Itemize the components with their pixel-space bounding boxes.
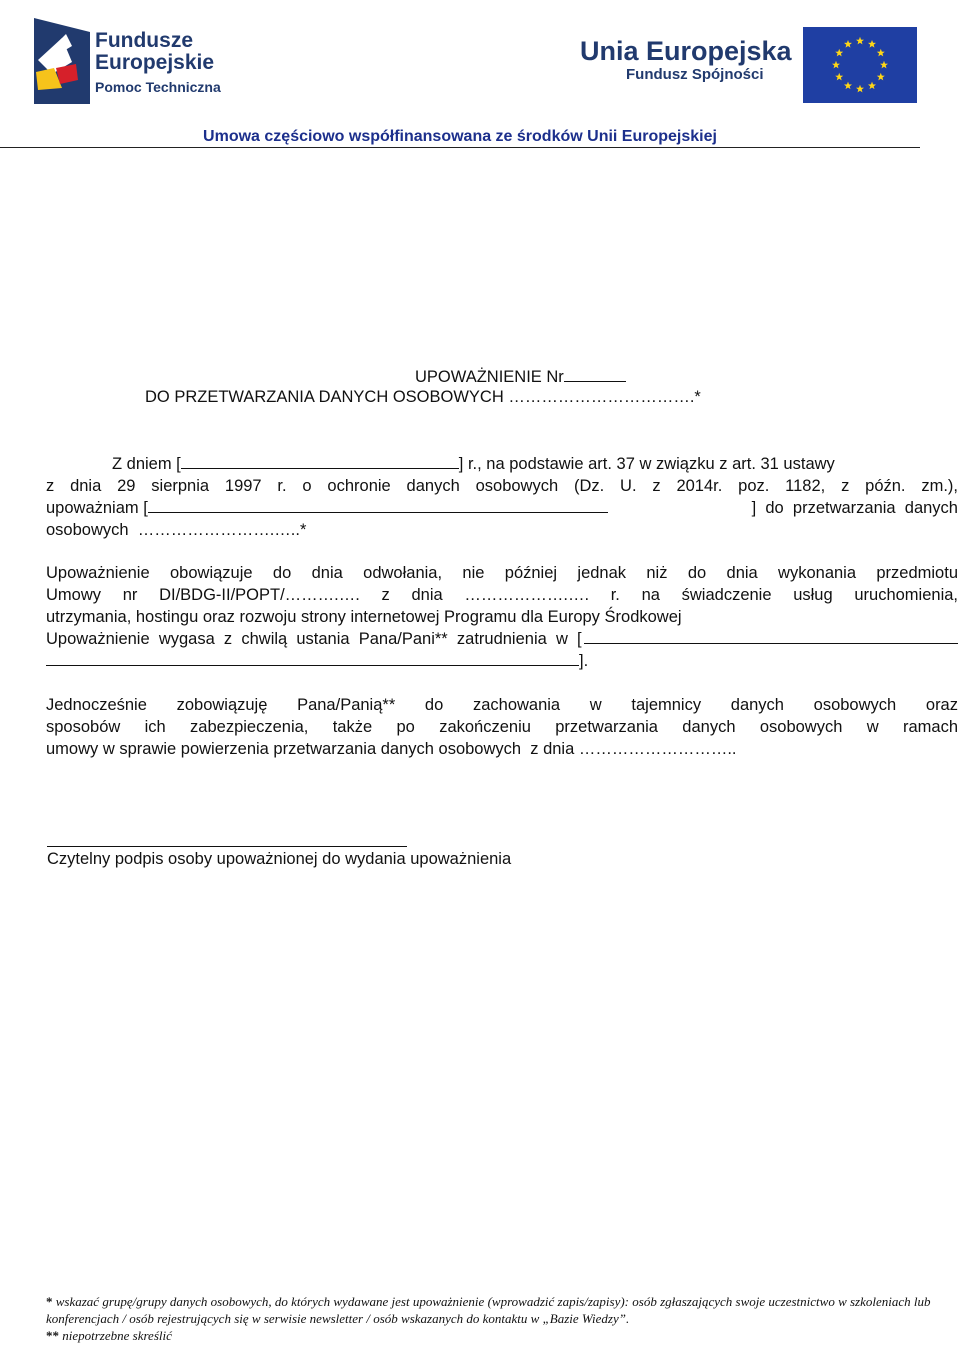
fe-logo-line1: Fundusze bbox=[95, 29, 193, 52]
fe-logo-text bbox=[95, 30, 221, 98]
eu-logo-line2: Fundusz Spójności bbox=[626, 66, 764, 83]
p1-row3-b: ] do przetwarzania danych bbox=[751, 499, 958, 517]
footnote-1-mark: * bbox=[46, 1294, 53, 1309]
number-blank bbox=[564, 366, 626, 382]
p2-row3: utrzymania, hostingu oraz rozwoju strony internetowej Programu dla Europy Środkowej bbox=[46, 608, 682, 626]
employer-blank-cont bbox=[46, 650, 579, 666]
document-title-line2: DO PRZETWARZANIA DANYCH OSOBOWYCH …………………………….* bbox=[145, 388, 701, 406]
p1-row2: z dnia 29 sierpnia 1997 r. o ochronie danych osobowych (Dz. U. z 2014r. poz. 1182, z późn. zm.), bbox=[46, 477, 958, 495]
paragraph-validity bbox=[46, 562, 958, 672]
p1-row4: osobowych …………………….…..* bbox=[46, 521, 307, 539]
title-text: UPOWAŻNIENIE Nr bbox=[415, 368, 564, 386]
p2-row5-b: ]. bbox=[579, 652, 589, 670]
fe-logo-line2: Europejskie bbox=[95, 51, 215, 74]
authorized-person-blank bbox=[148, 497, 608, 513]
cofinancing-header bbox=[0, 128, 920, 148]
footnote-1 bbox=[46, 1293, 958, 1327]
cofinancing-text: Umowa częściowo współfinansowana ze środków Unii Europejskiej bbox=[203, 128, 717, 145]
paragraph-confidentiality bbox=[46, 694, 958, 760]
p2-row5 bbox=[46, 650, 958, 672]
p2-row2: Umowy nr DI/BDG-II/POPT/……….…. z dnia ……………….…. r. na świadczenie usług uruchomienia, bbox=[46, 586, 958, 604]
p2-row1: Upoważnienie obowiązuje do dnia odwołania, nie później jednak niż do dnia wykonania przedmiotu bbox=[46, 564, 958, 582]
footnotes bbox=[46, 1293, 958, 1344]
p3-row1: Jednocześnie zobowiązuję Pana/Panią** do zachowania w tajemnicy danych osobowych oraz bbox=[46, 696, 958, 714]
p1-row1-b: ] r., na podstawie art. 37 w związku z art. 31 ustawy bbox=[458, 455, 835, 473]
p2-row4-a: Upoważnienie wygasa z chwilą ustania Pana/Pani** zatrudnienia w [ bbox=[46, 630, 582, 648]
employer-blank bbox=[584, 628, 958, 644]
signature-line bbox=[47, 846, 407, 847]
date-blank bbox=[181, 453, 459, 469]
fe-logo-line3: Pomoc Techniczna bbox=[95, 79, 221, 95]
signature-label: Czytelny podpis osoby upoważnionej do wydania upoważnienia bbox=[47, 850, 512, 868]
footnote-2-mark: ** bbox=[46, 1328, 59, 1343]
p1-row1-a: Z dniem [ bbox=[112, 455, 181, 473]
eu-logo-text bbox=[580, 36, 792, 83]
p3-row3: umowy w sprawie powierzenia przetwarzania danych osobowych z dnia ……………………….. bbox=[46, 740, 737, 758]
eu-flag-icon bbox=[803, 27, 917, 103]
footnote-2 bbox=[46, 1327, 958, 1344]
footnote-2-text: niepotrzebne skreślić bbox=[59, 1328, 172, 1343]
fe-star-emblem-icon bbox=[32, 16, 92, 106]
document-title-line1 bbox=[415, 366, 626, 388]
p3-row2: sposobów ich zabezpieczenia, także po zakończeniu przetwarzania danych osobowych w ramach bbox=[46, 718, 958, 736]
p1-row3-a: upoważniam [ bbox=[46, 499, 148, 517]
p1-row3 bbox=[46, 497, 958, 519]
footnote-1-text: wskazać grupę/grupy danych osobowych, do których wydawane jest upoważnienie (wprowadzić zapis/zapisy): osób zgłaszających swoje uczestnictwo w szkoleniach lub konferencjach / osób rejestrujących się w serwisie newsletter / osób wskazanych do kontaktu w „Bazie Wiedzy”. bbox=[46, 1294, 931, 1326]
eu-logo-line1: Unia Europejska bbox=[580, 36, 792, 66]
paragraph-authorization bbox=[46, 453, 958, 541]
p1-row1 bbox=[46, 453, 958, 475]
p2-row4 bbox=[46, 628, 958, 650]
